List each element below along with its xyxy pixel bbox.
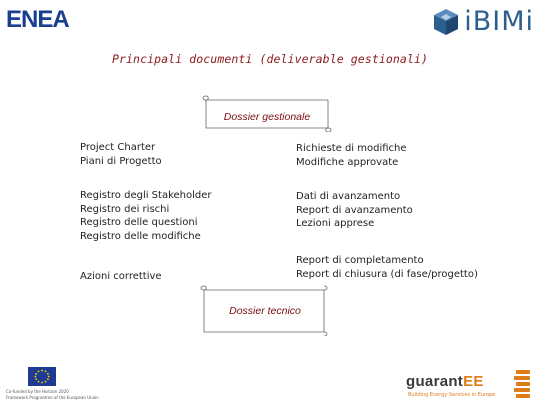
guarantee-accent: EE — [463, 373, 484, 390]
eu-flag-icon — [28, 367, 56, 386]
left-block-planning — [80, 141, 162, 168]
right-block-changes — [296, 142, 407, 169]
list-item: Modifiche approvate — [296, 156, 399, 168]
list-item: Report di avanzamento — [296, 204, 413, 216]
left-block-registers — [80, 189, 212, 243]
dossier-tecnico-label: Dossier tecnico — [229, 305, 301, 317]
eu-funding-text: Framework Programme of the European Union — [6, 395, 99, 400]
dossier-gestionale-label: Dossier gestionale — [223, 111, 311, 123]
list-item: Piani di Progetto — [80, 155, 162, 167]
cube-icon — [431, 6, 461, 38]
right-block-progress — [296, 190, 413, 231]
enea-logo — [6, 6, 84, 30]
list-item: Registro delle questioni — [80, 217, 198, 228]
list-item: Dati di avanzamento — [296, 191, 401, 202]
enea-logo-mark — [6, 6, 84, 30]
ibimi-wordmark: iBIMi — [464, 6, 534, 37]
ibimi-logo — [431, 4, 534, 40]
list-item: Registro dei rischi — [80, 203, 170, 215]
svg-text:ENEA: ENEA — [6, 6, 69, 30]
eu-funding-logo — [6, 365, 116, 401]
list-item: Azioni correttive — [80, 271, 162, 282]
page-title: Principali documenti (deliverable gestionali) — [111, 52, 429, 66]
list-item: Lezioni apprese — [296, 218, 375, 229]
right-block-closure — [296, 254, 478, 281]
list-item: Registro delle modifiche — [80, 230, 201, 242]
guarantee-stack-icon — [512, 368, 534, 400]
guarantee-wordmark — [406, 373, 484, 390]
guarantee-prefix: guarant — [406, 373, 464, 390]
eu-funding-text: Co-funded by the Horizon 2020 — [6, 389, 69, 394]
list-item: Report di completamento — [296, 255, 424, 266]
list-item: Richieste di modifiche — [296, 143, 407, 154]
list-item: Registro degli Stakeholder — [80, 190, 212, 201]
list-item: Project Charter — [80, 142, 156, 153]
list-item: Report di chiusura (di fase/progetto) — [296, 268, 478, 280]
guarantee-tagline: Building Energy Services in Europe — [408, 392, 496, 398]
left-block-actions — [80, 270, 162, 284]
guarantee-logo — [398, 366, 534, 402]
